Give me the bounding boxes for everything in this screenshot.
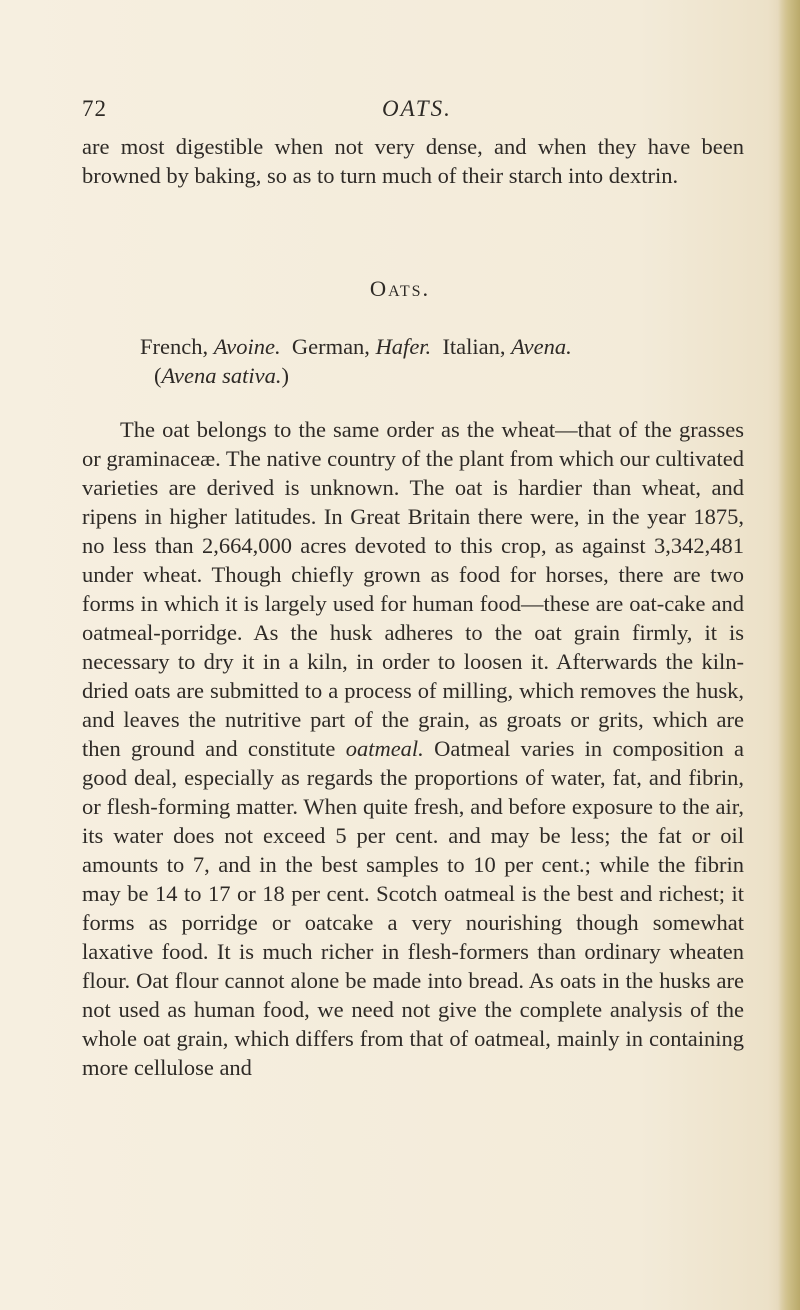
german-name: Hafer.	[375, 334, 432, 359]
running-head: OATS.	[382, 96, 452, 121]
oatmeal-term: oatmeal.	[345, 736, 424, 761]
german-label: German,	[291, 334, 370, 359]
page-header	[82, 96, 742, 130]
synonyms-block	[82, 332, 744, 390]
synonyms-line-1	[82, 332, 744, 361]
latin-open-paren: (	[154, 363, 162, 388]
body-text-part-1: The oat belongs to the same order as the wheat—that of the grasses or graminaceæ. The native country of the plant from which our cultivated varieties are derived is unknown. The oat is hardier than wheat, and ripens in higher latitudes. In Great Britain there were, in the year 1875, no less than 2,664,000 acres devoted to this crop, as against 3,342,481 under wheat. Though chiefly grown as food for horses, there are two forms in which it is largely used for human food—these are oat-cake and oatmeal-porridge. As the husk adheres to the oat grain firmly, it is necessary to dry it in a kiln, in order to loosen it. Afterwards the kiln-dried oats are submitted to a process of milling, which removes the husk, and leaves the nutritive part of the grain, as groats or grits, which are then ground and constitute	[82, 417, 744, 761]
page-edge	[778, 0, 800, 1310]
body-text-part-2: Oatmeal varies in composition a good deal, especially as regards the proportions of water, fat, and fibrin, or flesh-forming matter. When quite fresh, and before exposure to the air, its water does not exceed 5 per cent. and may be less; the fat or oil amounts to 7, and in the best samples to 10 per cent.; while the fibrin may be 14 to 17 or 18 per cent. Scotch oatmeal is the best and richest; it forms as porridge or oatcake a very nourishing though somewhat laxative food. It is much richer in flesh-formers than ordinary wheaten flour. Oat flour cannot alone be made into bread. As oats in the husks are not used as human food, we need not give the complete analysis of the whole oat grain, which differs from that of oatmeal, mainly in containing more cellulose and	[82, 736, 745, 1080]
section-title: Oats.	[369, 276, 431, 301]
italian-label: Italian,	[442, 334, 506, 359]
french-name: Avoine.	[213, 334, 281, 359]
italian-name: Avena.	[511, 334, 572, 359]
french-label: French,	[140, 334, 209, 359]
latin-name: Avena sativa.	[161, 363, 282, 388]
page-number: 72	[82, 96, 107, 121]
latin-close-paren: )	[281, 363, 289, 388]
intro-paragraph: are most digestible when not very dense, and when they have been browned by baking, so as to turn much of their starch into dextrin.	[82, 134, 744, 188]
synonyms-line-2	[82, 361, 744, 390]
body-paragraph	[82, 415, 744, 1082]
